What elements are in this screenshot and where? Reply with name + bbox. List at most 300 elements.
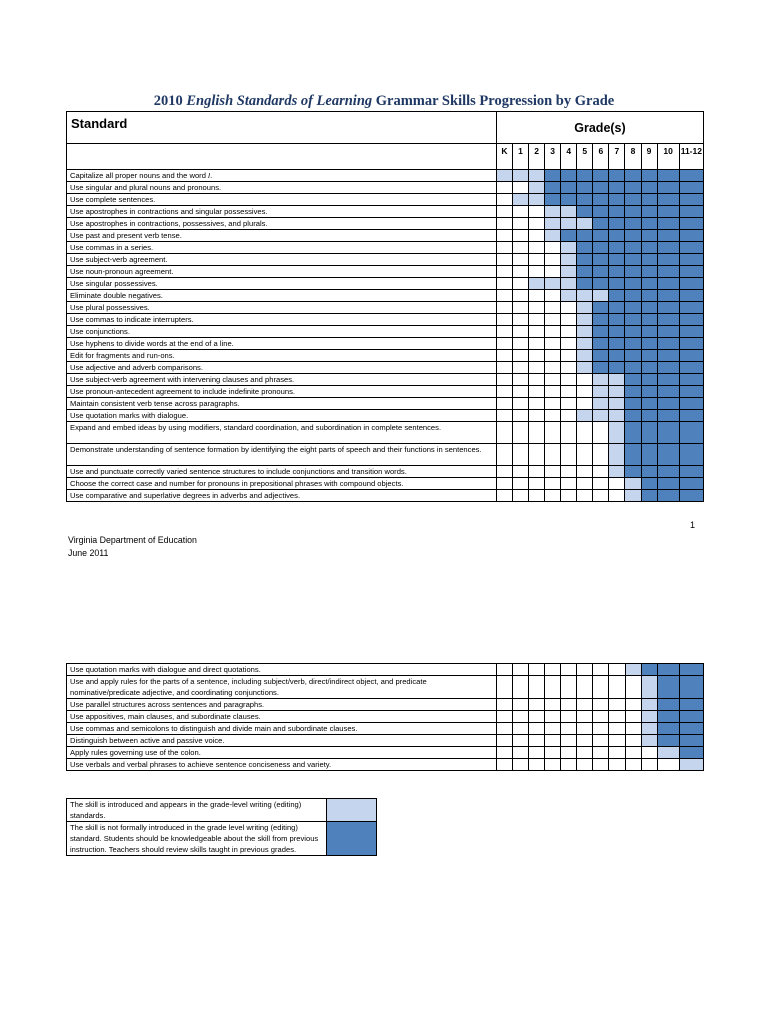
grade-cell-4 <box>561 490 577 502</box>
grade-cell-1 <box>513 302 529 314</box>
grade-cell-11-12 <box>679 664 703 676</box>
grade-cell-6 <box>593 242 609 254</box>
skill-row <box>67 422 704 444</box>
grade-cell-8 <box>625 374 641 386</box>
grade-cell-10 <box>657 302 679 314</box>
grade-cell-3 <box>545 326 561 338</box>
grade-cell-1 <box>513 218 529 230</box>
grade-cell-9 <box>641 338 657 350</box>
grade-cell-10 <box>657 723 679 735</box>
grade-cell-K <box>496 386 512 398</box>
grade-cell-8 <box>625 444 641 466</box>
grade-cell-6 <box>593 326 609 338</box>
grade-cell-11-12 <box>679 326 703 338</box>
skill-text: Use hyphens to divide words at the end of a line. <box>67 338 497 350</box>
grade-cell-3 <box>545 711 561 723</box>
skill-row <box>67 170 704 182</box>
skill-row <box>67 759 704 771</box>
grade-cell-9 <box>641 314 657 326</box>
grade-cell-10 <box>657 206 679 218</box>
grade-cell-7 <box>609 422 625 444</box>
grade-cell-1 <box>513 759 529 771</box>
grade-cell-5 <box>577 699 593 711</box>
grade-cell-10 <box>657 338 679 350</box>
grade-cell-2 <box>529 664 545 676</box>
grade-cell-4 <box>561 362 577 374</box>
grade-cell-8 <box>625 206 641 218</box>
grade-cell-9 <box>641 254 657 266</box>
grade-cell-K <box>496 422 512 444</box>
skill-row <box>67 326 704 338</box>
grade-cell-1 <box>513 182 529 194</box>
grade-cell-6 <box>593 723 609 735</box>
grade-cell-5 <box>577 398 593 410</box>
grade-cell-8 <box>625 676 641 699</box>
grade-cell-5 <box>577 410 593 422</box>
grade-cell-8 <box>625 362 641 374</box>
standard-header: Standard <box>67 112 497 144</box>
grade-cell-11-12 <box>679 422 703 444</box>
grade-cell-4 <box>561 326 577 338</box>
grade-cell-1 <box>513 386 529 398</box>
grade-cell-5 <box>577 711 593 723</box>
grade-cell-9 <box>641 676 657 699</box>
grade-cell-11-12 <box>679 747 703 759</box>
grade-cell-3 <box>545 278 561 290</box>
grade-cell-11-12 <box>679 699 703 711</box>
grade-cell-2 <box>529 676 545 699</box>
grade-cell-K <box>496 398 512 410</box>
grade-cell-K <box>496 350 512 362</box>
grade-cell-9 <box>641 410 657 422</box>
grade-cell-6 <box>593 314 609 326</box>
skill-text: Demonstrate understanding of sentence formation by identifying the eight parts of speech and their functions in sentences. <box>67 444 497 466</box>
grade-cell-7 <box>609 206 625 218</box>
grade-cell-8 <box>625 290 641 302</box>
grade-level-label: 4 <box>561 144 577 170</box>
skill-text: Eliminate double negatives. <box>67 290 497 302</box>
grade-cell-1 <box>513 206 529 218</box>
grade-cell-3 <box>545 350 561 362</box>
grade-cell-3 <box>545 194 561 206</box>
grade-cell-1 <box>513 478 529 490</box>
grade-cell-8 <box>625 410 641 422</box>
grade-cell-6 <box>593 735 609 747</box>
grade-cell-K <box>496 362 512 374</box>
grade-cell-K <box>496 326 512 338</box>
grade-cell-3 <box>545 490 561 502</box>
grade-cell-2 <box>529 254 545 266</box>
grade-cell-10 <box>657 444 679 466</box>
grade-cell-9 <box>641 362 657 374</box>
grade-cell-8 <box>625 711 641 723</box>
grade-cell-1 <box>513 170 529 182</box>
skill-row <box>67 466 704 478</box>
grade-cell-6 <box>593 422 609 444</box>
grade-level-label: 6 <box>593 144 609 170</box>
grade-cell-6 <box>593 362 609 374</box>
grade-cell-7 <box>609 194 625 206</box>
grade-cell-3 <box>545 374 561 386</box>
grade-cell-K <box>496 254 512 266</box>
grade-cell-K <box>496 490 512 502</box>
skills-progression-table <box>66 111 704 502</box>
grade-cell-2 <box>529 374 545 386</box>
grade-cell-1 <box>513 338 529 350</box>
grade-cell-6 <box>593 278 609 290</box>
grade-cell-1 <box>513 194 529 206</box>
grade-cell-8 <box>625 338 641 350</box>
grade-level-label: 8 <box>625 144 641 170</box>
grade-cell-9 <box>641 398 657 410</box>
grade-cell-2 <box>529 290 545 302</box>
skill-row <box>67 490 704 502</box>
grade-cell-2 <box>529 350 545 362</box>
grade-cell-5 <box>577 676 593 699</box>
grade-level-row <box>67 144 704 170</box>
grade-cell-7 <box>609 386 625 398</box>
grade-cell-10 <box>657 362 679 374</box>
grade-cell-9 <box>641 230 657 242</box>
grade-cell-9 <box>641 444 657 466</box>
skill-row <box>67 254 704 266</box>
grade-cell-6 <box>593 711 609 723</box>
grade-cell-1 <box>513 230 529 242</box>
grade-cell-7 <box>609 326 625 338</box>
grade-cell-9 <box>641 723 657 735</box>
grade-cell-10 <box>657 278 679 290</box>
skill-text: Use and punctuate correctly varied sentence structures to include conjunctions and transition words. <box>67 466 497 478</box>
skills-rows-continued <box>67 664 704 771</box>
grade-cell-5 <box>577 218 593 230</box>
grade-cell-6 <box>593 490 609 502</box>
grade-cell-2 <box>529 422 545 444</box>
grade-cell-5 <box>577 230 593 242</box>
grade-cell-10 <box>657 182 679 194</box>
grade-cell-5 <box>577 254 593 266</box>
grade-cell-7 <box>609 490 625 502</box>
grade-cell-5 <box>577 478 593 490</box>
grade-cell-9 <box>641 747 657 759</box>
grade-cell-6 <box>593 466 609 478</box>
grade-cell-8 <box>625 759 641 771</box>
grade-cell-8 <box>625 699 641 711</box>
grade-cell-11-12 <box>679 466 703 478</box>
legend-swatch <box>327 799 377 822</box>
grade-cell-7 <box>609 218 625 230</box>
grade-cell-6 <box>593 699 609 711</box>
grade-cell-9 <box>641 290 657 302</box>
grade-cell-7 <box>609 747 625 759</box>
grade-cell-1 <box>513 466 529 478</box>
grade-cell-2 <box>529 338 545 350</box>
grade-cell-9 <box>641 374 657 386</box>
grade-level-row-blank <box>67 144 497 170</box>
grade-cell-3 <box>545 386 561 398</box>
grade-cell-4 <box>561 338 577 350</box>
grade-cell-4 <box>561 422 577 444</box>
skill-row <box>67 723 704 735</box>
skill-text: Use and apply rules for the parts of a sentence, including subject/verb, direct/indirect object, and predicate nominative/predicate adjective, and coordinating conjunctions. <box>67 676 497 699</box>
grade-cell-11-12 <box>679 374 703 386</box>
grade-cell-11-12 <box>679 170 703 182</box>
grade-cell-11-12 <box>679 194 703 206</box>
grade-cell-5 <box>577 338 593 350</box>
grade-level-label: 5 <box>577 144 593 170</box>
grade-cell-5 <box>577 350 593 362</box>
grade-cell-4 <box>561 759 577 771</box>
grade-cell-3 <box>545 723 561 735</box>
grade-cell-11-12 <box>679 218 703 230</box>
grade-cell-2 <box>529 466 545 478</box>
skill-row <box>67 478 704 490</box>
grade-cell-7 <box>609 410 625 422</box>
skill-row <box>67 314 704 326</box>
legend-row <box>67 799 377 822</box>
grade-cell-7 <box>609 278 625 290</box>
grade-cell-5 <box>577 664 593 676</box>
grade-cell-1 <box>513 374 529 386</box>
grade-cell-1 <box>513 735 529 747</box>
grade-cell-1 <box>513 242 529 254</box>
grade-cell-1 <box>513 490 529 502</box>
grade-cell-10 <box>657 350 679 362</box>
grade-cell-5 <box>577 242 593 254</box>
grade-cell-8 <box>625 478 641 490</box>
grade-cell-11-12 <box>679 478 703 490</box>
grade-cell-5 <box>577 182 593 194</box>
grade-cell-6 <box>593 266 609 278</box>
legend-swatch <box>327 822 377 856</box>
skill-row <box>67 290 704 302</box>
skill-text: Distinguish between active and passive voice. <box>67 735 497 747</box>
grade-cell-4 <box>561 664 577 676</box>
grade-cell-7 <box>609 230 625 242</box>
grade-cell-8 <box>625 326 641 338</box>
grade-cell-2 <box>529 747 545 759</box>
grade-cell-11-12 <box>679 278 703 290</box>
grade-cell-8 <box>625 242 641 254</box>
grade-cell-1 <box>513 711 529 723</box>
grade-cell-10 <box>657 326 679 338</box>
grade-cell-K <box>496 374 512 386</box>
grade-cell-8 <box>625 194 641 206</box>
grade-cell-3 <box>545 206 561 218</box>
grade-cell-3 <box>545 242 561 254</box>
grade-cell-8 <box>625 466 641 478</box>
grade-cell-2 <box>529 410 545 422</box>
grade-cell-11-12 <box>679 676 703 699</box>
grade-cell-11-12 <box>679 302 703 314</box>
grade-cell-4 <box>561 290 577 302</box>
grade-cell-2 <box>529 478 545 490</box>
grade-cell-4 <box>561 374 577 386</box>
skill-text: Use plural possessives. <box>67 302 497 314</box>
skill-row <box>67 182 704 194</box>
skill-text: Capitalize all proper nouns and the word I. <box>67 170 497 182</box>
grade-cell-6 <box>593 398 609 410</box>
grade-cell-4 <box>561 302 577 314</box>
grade-cell-8 <box>625 182 641 194</box>
grade-cell-2 <box>529 398 545 410</box>
grade-cell-8 <box>625 398 641 410</box>
grade-cell-7 <box>609 350 625 362</box>
grade-cell-5 <box>577 278 593 290</box>
grade-cell-9 <box>641 182 657 194</box>
grade-cell-7 <box>609 398 625 410</box>
grade-cell-4 <box>561 230 577 242</box>
grade-cell-5 <box>577 386 593 398</box>
grade-cell-11-12 <box>679 386 703 398</box>
grade-cell-1 <box>513 664 529 676</box>
grade-cell-6 <box>593 374 609 386</box>
grade-cell-K <box>497 759 513 771</box>
grade-cell-K <box>497 735 513 747</box>
grade-cell-5 <box>577 759 593 771</box>
grade-cell-5 <box>577 362 593 374</box>
grade-cell-7 <box>609 182 625 194</box>
grade-cell-8 <box>625 664 641 676</box>
grade-cell-10 <box>657 490 679 502</box>
grade-cell-5 <box>577 490 593 502</box>
grade-cell-10 <box>657 314 679 326</box>
grade-cell-8 <box>625 218 641 230</box>
grade-cell-5 <box>577 266 593 278</box>
grade-cell-5 <box>577 422 593 444</box>
grade-cell-7 <box>609 314 625 326</box>
grade-cell-8 <box>625 266 641 278</box>
grade-cell-K <box>497 747 513 759</box>
grade-cell-4 <box>561 723 577 735</box>
grade-cell-6 <box>593 676 609 699</box>
grade-cell-4 <box>561 711 577 723</box>
grade-cell-K <box>496 218 512 230</box>
grade-cell-10 <box>657 242 679 254</box>
skill-row <box>67 302 704 314</box>
skill-row <box>67 278 704 290</box>
skill-text: Use quotation marks with dialogue. <box>67 410 497 422</box>
grade-cell-1 <box>513 266 529 278</box>
grade-cell-7 <box>609 478 625 490</box>
grade-cell-8 <box>625 314 641 326</box>
grade-cell-2 <box>529 444 545 466</box>
grade-cell-7 <box>609 444 625 466</box>
grade-cell-7 <box>609 290 625 302</box>
grade-cell-9 <box>641 350 657 362</box>
page-title <box>0 93 768 110</box>
grade-cell-3 <box>545 747 561 759</box>
grade-cell-2 <box>529 362 545 374</box>
grade-cell-2 <box>529 326 545 338</box>
grade-cell-10 <box>657 194 679 206</box>
grade-cell-10 <box>657 230 679 242</box>
skill-row <box>67 676 704 699</box>
grade-cell-11-12 <box>679 206 703 218</box>
grade-cell-9 <box>641 759 657 771</box>
skill-text: Use verbals and verbal phrases to achieve sentence conciseness and variety. <box>67 759 497 771</box>
grade-cell-3 <box>545 676 561 699</box>
grade-cell-2 <box>529 711 545 723</box>
grade-cell-2 <box>529 723 545 735</box>
grade-cell-2 <box>529 194 545 206</box>
page-number: 1 <box>690 520 696 530</box>
skill-text: Use commas in a series. <box>67 242 497 254</box>
grade-cell-3 <box>545 422 561 444</box>
grade-cell-4 <box>561 444 577 466</box>
grade-cell-1 <box>513 254 529 266</box>
title-suffix: Grammar Skills Progression by Grade <box>372 93 615 109</box>
grade-cell-7 <box>609 711 625 723</box>
grade-cell-4 <box>561 206 577 218</box>
grade-cell-10 <box>657 735 679 747</box>
grade-cell-K <box>496 314 512 326</box>
grade-cell-1 <box>513 747 529 759</box>
grade-cell-9 <box>641 266 657 278</box>
grade-cell-3 <box>545 230 561 242</box>
grade-cell-2 <box>529 490 545 502</box>
grade-cell-3 <box>545 338 561 350</box>
grade-cell-8 <box>625 422 641 444</box>
grade-cell-6 <box>593 386 609 398</box>
grade-cell-2 <box>529 278 545 290</box>
grade-cell-11-12 <box>679 314 703 326</box>
skill-text: Use singular and plural nouns and pronouns. <box>67 182 497 194</box>
grade-level-label: 2 <box>529 144 545 170</box>
skill-text: Use noun-pronoun agreement. <box>67 266 497 278</box>
grade-cell-11-12 <box>679 490 703 502</box>
grade-cell-11-12 <box>679 711 703 723</box>
grade-cell-8 <box>625 170 641 182</box>
grade-cell-5 <box>577 194 593 206</box>
grade-cell-6 <box>593 302 609 314</box>
legend-text: The skill is not formally introduced in the grade level writing (editing) standard. Students should be knowledgeable about the skill from previous instruction. Teachers should review skills taught in previous grades. <box>67 822 327 856</box>
grade-cell-K <box>496 182 512 194</box>
grade-cell-3 <box>545 182 561 194</box>
grade-cell-1 <box>513 290 529 302</box>
grade-cell-K <box>496 302 512 314</box>
skill-text: Maintain consistent verb tense across paragraphs. <box>67 398 497 410</box>
grade-cell-4 <box>561 194 577 206</box>
grade-cell-10 <box>657 398 679 410</box>
grade-cell-2 <box>529 230 545 242</box>
grade-cell-6 <box>593 664 609 676</box>
skill-row <box>67 398 704 410</box>
grade-cell-2 <box>529 218 545 230</box>
skill-row <box>67 338 704 350</box>
grade-cell-11-12 <box>679 398 703 410</box>
grade-cell-11-12 <box>679 723 703 735</box>
grade-cell-10 <box>657 410 679 422</box>
grade-cell-6 <box>593 478 609 490</box>
grade-cell-7 <box>609 170 625 182</box>
grade-cell-7 <box>609 302 625 314</box>
grade-cell-10 <box>657 290 679 302</box>
grade-cell-2 <box>529 759 545 771</box>
grade-cell-5 <box>577 290 593 302</box>
grade-cell-9 <box>641 466 657 478</box>
grade-cell-K <box>496 170 512 182</box>
skill-row <box>67 664 704 676</box>
grade-cell-3 <box>545 218 561 230</box>
grade-cell-7 <box>609 759 625 771</box>
grade-cell-10 <box>657 170 679 182</box>
skill-row <box>67 194 704 206</box>
grade-cell-3 <box>545 254 561 266</box>
grade-cell-10 <box>657 478 679 490</box>
skill-text: Use past and present verb tense. <box>67 230 497 242</box>
skills-progression-table-continued <box>66 663 704 771</box>
grade-cell-3 <box>545 735 561 747</box>
